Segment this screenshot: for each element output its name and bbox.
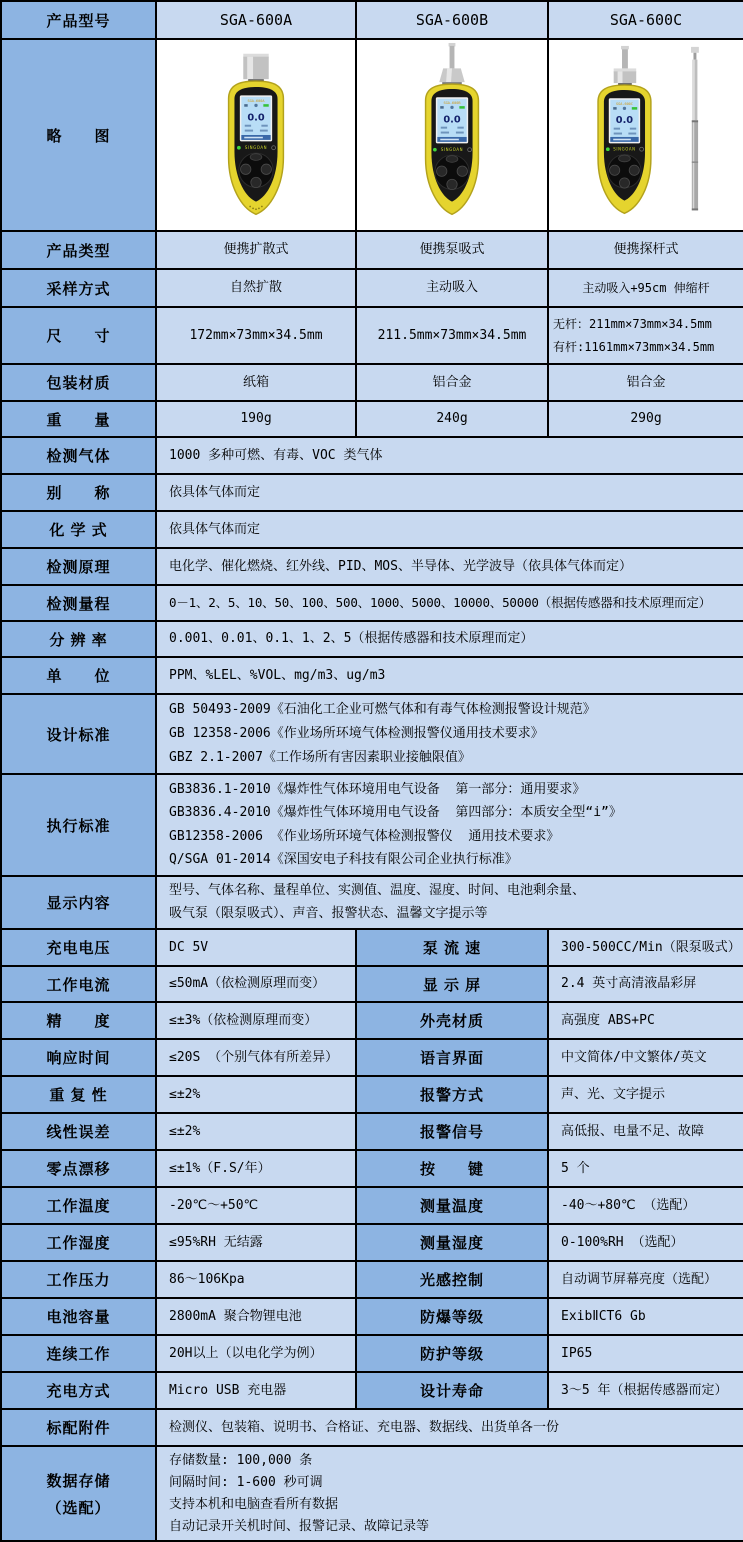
data-storage-value — [157, 1447, 743, 1542]
execution-standard-line: Q/SGA 01-2014《深国安电子科技有限公司企业执行标准》 — [169, 852, 518, 868]
label-design-life: 设计寿命 — [357, 1373, 549, 1410]
label-display-content: 显示内容 — [2, 877, 157, 930]
measure-temp-value: -40～+80℃ （选配） — [549, 1188, 743, 1225]
principle-value: 电化学、催化燃烧、红外线、PID、MOS、半导体、光学波导（依具体气体而定） — [157, 549, 743, 586]
row-detect-gas — [2, 438, 743, 475]
charge-voltage-value: DC 5V — [157, 930, 357, 967]
label-packaging: 包装材质 — [2, 365, 157, 402]
execution-standard-line: GB12358-2006 《作业场所环境气体检测报警仪 通用技术要求》 — [169, 828, 560, 844]
model-a: SGA-600A — [157, 2, 357, 40]
size-c-line2: 有杆:1161mm×73mm×34.5mm — [553, 340, 715, 355]
size-c — [549, 308, 743, 365]
working-humidity-value: ≤95%RH 无结露 — [157, 1225, 357, 1262]
type-a: 便携扩散式 — [157, 232, 357, 270]
packaging-a: 纸箱 — [157, 365, 357, 402]
row-size — [2, 308, 743, 365]
model-c: SGA-600C — [549, 2, 743, 40]
label-working-temp: 工作温度 — [2, 1188, 157, 1225]
label-response-time: 响应时间 — [2, 1040, 157, 1077]
screen-reading: 0.0 — [247, 112, 265, 124]
label-sketch: 略 图 — [2, 40, 157, 232]
display-content-value — [157, 877, 743, 930]
label-data-storage-line2: （选配） — [46, 1499, 111, 1517]
sampling-c: 主动吸入+95cm 伸缩杆 — [549, 270, 743, 308]
data-storage-line: 存储数量: 100,000 条 — [169, 1452, 313, 1468]
label-size: 尺 寸 — [2, 308, 157, 365]
execution-standard-line: GB3836.1-2010《爆炸性气体环境用电气设备 第一部分：通用要求》 — [169, 781, 586, 797]
shell-material-value: 高强度 ABS+PC — [549, 1003, 743, 1040]
working-pressure-value: 86～106Kpa — [157, 1262, 357, 1299]
device-image-sga-600c — [549, 40, 743, 232]
unit-value: PPM、%LEL、%VOL、mg/m3、ug/m3 — [157, 658, 743, 695]
label-charging-mode: 充电方式 — [2, 1373, 157, 1410]
screen-model-text: SGA-600B — [443, 101, 461, 106]
label-language: 语言界面 — [357, 1040, 549, 1077]
screen-reading: 0.0 — [443, 114, 461, 126]
label-product-model: 产品型号 — [2, 2, 157, 40]
explosion-proof-value: ExibⅡCT6 Gb — [549, 1299, 743, 1336]
weight-c: 290g — [549, 402, 743, 438]
label-working-humidity: 工作湿度 — [2, 1225, 157, 1262]
design-standard-line: GB 12358-2006《作业场所环境气体检测报警仪通用技术要求》 — [169, 726, 544, 742]
label-accuracy: 精 度 — [2, 1003, 157, 1040]
label-accessories: 标配附件 — [2, 1410, 157, 1447]
design-life-value: 3～5 年（根据传感器而定） — [549, 1373, 743, 1410]
detect-gas-value: 1000 多种可燃、有毒、VOC 类气体 — [157, 438, 743, 475]
row-charging-mode-design-life — [2, 1373, 743, 1410]
row-working-humidity-measure-humidity — [2, 1225, 743, 1262]
label-linearity-error: 线性误差 — [2, 1114, 157, 1151]
label-sampling-method: 采样方式 — [2, 270, 157, 308]
label-zero-drift: 零点漂移 — [2, 1151, 157, 1188]
row-charge-voltage-pump-flow — [2, 930, 743, 967]
label-working-current: 工作电流 — [2, 967, 157, 1003]
label-data-storage-line1: 数据存储 — [46, 1472, 111, 1490]
label-light-control: 光感控制 — [357, 1262, 549, 1299]
label-protection-level: 防护等级 — [357, 1336, 549, 1373]
label-battery-capacity: 电池容量 — [2, 1299, 157, 1336]
repeatability-value: ≤±2% — [157, 1077, 357, 1114]
size-a: 172mm×73mm×34.5mm — [157, 308, 357, 365]
protection-level-value: IP65 — [549, 1336, 743, 1373]
row-accuracy-shell-material — [2, 1003, 743, 1040]
buttons-value: 5 个 — [549, 1151, 743, 1188]
row-repeatability-alarm-mode — [2, 1077, 743, 1114]
label-repeatability: 重 复 性 — [2, 1077, 157, 1114]
row-battery-explosion-proof — [2, 1299, 743, 1336]
label-data-storage — [2, 1447, 157, 1542]
data-storage-line: 间隔时间: 1-600 秒可调 — [169, 1474, 323, 1490]
screen-model-text: SGA-600A — [247, 99, 265, 104]
row-data-storage — [2, 1447, 743, 1542]
data-storage-line: 支持本机和电脑查看所有数据 — [169, 1496, 339, 1512]
row-product-type — [2, 232, 743, 270]
label-detect-gas: 检测气体 — [2, 438, 157, 475]
row-linearity-alarm-signal — [2, 1114, 743, 1151]
design-standard-value — [157, 695, 743, 775]
execution-standard-value — [157, 775, 743, 877]
row-design-standard — [2, 695, 743, 775]
row-working-temp-measure-temp — [2, 1188, 743, 1225]
continuous-work-value: 20H以上（以电化学为例） — [157, 1336, 357, 1373]
row-display-content — [2, 877, 743, 930]
row-principle — [2, 549, 743, 586]
brand-text: SINGOAN — [440, 147, 464, 153]
label-range: 检测量程 — [2, 586, 157, 622]
size-b: 211.5mm×73mm×34.5mm — [357, 308, 549, 365]
row-execution-standard — [2, 775, 743, 877]
charging-mode-value: Micro USB 充电器 — [157, 1373, 357, 1410]
response-time-value: ≤20S （个别气体有所差异） — [157, 1040, 357, 1077]
sampling-b: 主动吸入 — [357, 270, 549, 308]
model-b: SGA-600B — [357, 2, 549, 40]
linearity-error-value: ≤±2% — [157, 1114, 357, 1151]
type-b: 便携泵吸式 — [357, 232, 549, 270]
screen-model-text: SGA-600C — [615, 102, 633, 107]
resolution-value: 0.001、0.01、0.1、1、2、5（根据传感器和技术原理而定） — [157, 622, 743, 658]
alarm-mode-value: 声、光、文字提示 — [549, 1077, 743, 1114]
label-buttons: 按 键 — [357, 1151, 549, 1188]
label-product-type: 产品类型 — [2, 232, 157, 270]
label-measure-temp: 测量温度 — [357, 1188, 549, 1225]
label-charge-voltage: 充电电压 — [2, 930, 157, 967]
data-storage-line: 自动记录开关机时间、报警记录、故障记录等 — [169, 1518, 430, 1534]
row-alias — [2, 475, 743, 512]
display-content-line: 型号、气体名称、量程单位、实测值、温度、湿度、时间、电池剩余量、 — [169, 883, 586, 899]
label-design-standard: 设计标准 — [2, 695, 157, 775]
label-execution-standard: 执行标准 — [2, 775, 157, 877]
label-pump-flow: 泵 流 速 — [357, 930, 549, 967]
label-display-screen: 显 示 屏 — [357, 967, 549, 1003]
working-temp-value: -20℃～+50℃ — [157, 1188, 357, 1225]
row-weight — [2, 402, 743, 438]
label-continuous-work: 连续工作 — [2, 1336, 157, 1373]
label-alarm-signal: 报警信号 — [357, 1114, 549, 1151]
row-range — [2, 586, 743, 622]
row-continuous-work-protection — [2, 1336, 743, 1373]
battery-capacity-value: 2800mA 聚合物锂电池 — [157, 1299, 357, 1336]
device-image-sga-600a — [157, 40, 357, 232]
screen-reading: 0.0 — [615, 115, 634, 127]
accuracy-value: ≤±3%（依检测原理而变） — [157, 1003, 357, 1040]
device-c-illustration — [566, 42, 726, 228]
packaging-b: 铝合金 — [357, 365, 549, 402]
alarm-signal-value: 高低报、电量不足、故障 — [549, 1114, 743, 1151]
row-accessories — [2, 1410, 743, 1447]
brand-text: SINGOAN — [613, 146, 636, 152]
label-alias: 别 称 — [2, 475, 157, 512]
light-control-value: 自动调节屏幕亮度（选配） — [549, 1262, 743, 1299]
pump-flow-value: 300-500CC/Min（限泵吸式） — [549, 930, 743, 967]
label-chemical-formula: 化 学 式 — [2, 512, 157, 549]
label-working-pressure: 工作压力 — [2, 1262, 157, 1299]
label-shell-material: 外壳材质 — [357, 1003, 549, 1040]
row-working-current-display-screen — [2, 967, 743, 1003]
label-measure-humidity: 测量湿度 — [357, 1225, 549, 1262]
alias-value: 依具体气体而定 — [157, 475, 743, 512]
weight-a: 190g — [157, 402, 357, 438]
chemical-formula-value: 依具体气体而定 — [157, 512, 743, 549]
zero-drift-value: ≤±1%（F.S/年） — [157, 1151, 357, 1188]
accessories-value: 检测仪、包装箱、说明书、合格证、充电器、数据线、出货单各一份 — [157, 1410, 743, 1447]
label-principle: 检测原理 — [2, 549, 157, 586]
packaging-c: 铝合金 — [549, 365, 743, 402]
row-sampling-method — [2, 270, 743, 308]
working-current-value: ≤50mA（依检测原理而变） — [157, 967, 357, 1003]
label-weight: 重 量 — [2, 402, 157, 438]
label-resolution: 分 辨 率 — [2, 622, 157, 658]
telescopic-rod — [691, 47, 699, 210]
row-packaging — [2, 365, 743, 402]
row-resolution — [2, 622, 743, 658]
design-standard-line: GB 50493-2009《石油化工企业可燃气体和有毒气体检测报警设计规范》 — [169, 702, 596, 718]
device-b-illustration — [386, 42, 518, 228]
brand-text: SINGOAN — [244, 145, 268, 151]
range-value: 0－1、2、5、10、50、100、500、1000、5000、10000、50000（根据传感器和技术原理而定） — [157, 586, 743, 622]
device-a-illustration — [190, 42, 322, 228]
weight-b: 240g — [357, 402, 549, 438]
row-response-time-language — [2, 1040, 743, 1077]
sampling-a: 自然扩散 — [157, 270, 357, 308]
row-unit — [2, 658, 743, 695]
size-c-line1: 无杆：211mm×73mm×34.5mm — [553, 316, 712, 331]
device-image-sga-600b — [357, 40, 549, 232]
row-product-model — [2, 2, 743, 40]
row-zero-drift-buttons — [2, 1151, 743, 1188]
design-standard-line: GBZ 2.1-2007《工作场所有害因素职业接触限值》 — [169, 750, 471, 766]
measure-humidity-value: 0-100%RH （选配） — [549, 1225, 743, 1262]
display-content-line: 吸气泵（限泵吸式）、声音、报警状态、温馨文字提示等 — [169, 906, 488, 922]
execution-standard-line: GB3836.4-2010《爆炸性气体环境用电气设备 第四部分：本质安全型“i”》 — [169, 805, 622, 821]
row-chemical-formula — [2, 512, 743, 549]
display-screen-value: 2.4 英寸高清液晶彩屏 — [549, 967, 743, 1003]
language-value: 中文简体/中文繁体/英文 — [549, 1040, 743, 1077]
label-explosion-proof: 防爆等级 — [357, 1299, 549, 1336]
label-alarm-mode: 报警方式 — [357, 1077, 549, 1114]
row-sketch — [2, 40, 743, 232]
label-unit: 单 位 — [2, 658, 157, 695]
type-c: 便携探杆式 — [549, 232, 743, 270]
row-working-pressure-light-control — [2, 1262, 743, 1299]
